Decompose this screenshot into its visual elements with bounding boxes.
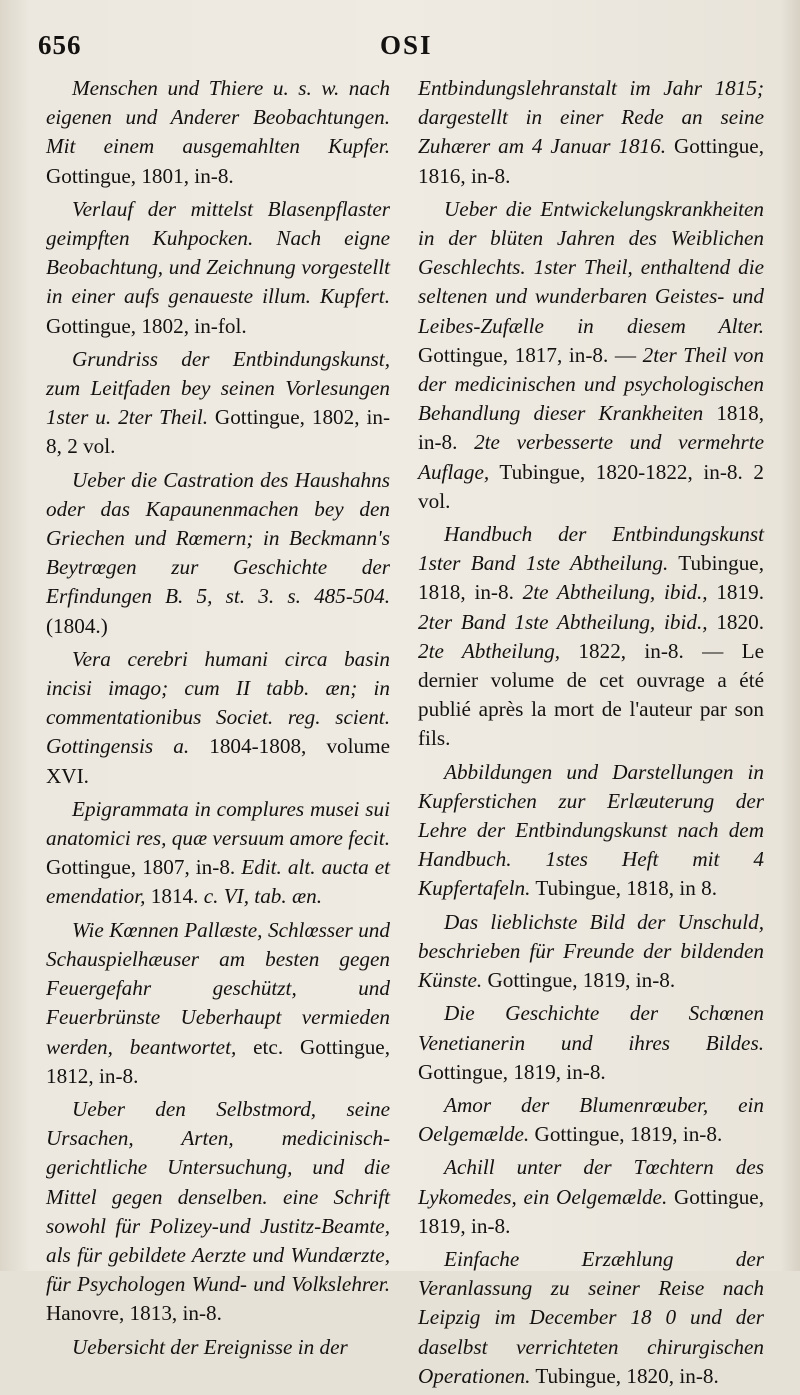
- running-head: OSI: [380, 30, 433, 60]
- right-column: [418, 74, 764, 1395]
- page-number: 656: [38, 30, 82, 60]
- entry-title: Epigrammata in complures musei sui anatomici res, quæ versuum amore fecit.: [46, 796, 390, 851]
- entry-title: Menschen und Thiere u. s. w. nach eigenen und Anderer Beobachtungen. Mit einem ausgemahlten Kupfer.: [46, 76, 390, 159]
- entry-title: Abbildungen und Darstellungen in Kupferstichen zur Erlæuterung der Lehre der Entbindungskunst nach dem Handbuch. 1stes Heft mit 4 Kupfertafeln.: [418, 759, 764, 901]
- entry-imprint: Gottingue, 1819, in-8.: [418, 1184, 764, 1238]
- entry-imprint: Gottingue, 1802, in-fol.: [46, 313, 247, 338]
- entry-imprint: 1820.: [707, 609, 764, 634]
- entry-imprint: (1804.): [46, 613, 108, 638]
- entry-title: Grundriss der Entbindungskunst, zum Leitfaden bey seinen Vorlesungen 1ster u. 2ter Theil.: [46, 346, 390, 430]
- entry-title: 2ter Theil von der medicinischen und psychologischen Behandlung dieser Krankheiten: [418, 342, 764, 426]
- left-column: [46, 74, 390, 1366]
- entry-title: Handbuch der Entbindungskunst 1ster Band 1ste Abtheilung.: [418, 522, 764, 576]
- entry-imprint: Gottingue, 1816, in-8.: [418, 134, 764, 188]
- bibliography-entry: [418, 908, 764, 996]
- bibliography-entry: [418, 1245, 764, 1391]
- entry-title: Wie Kœnnen Pallæste, Schlœsser und Schauspielhæuser am besten gegen Feuergefahr geschützt, und Feuerbrünste Ueberhaupt vermieden werden, beantwortet,: [46, 917, 390, 1059]
- bibliography-entry: [418, 758, 764, 904]
- bibliography-entry: [418, 1153, 764, 1241]
- bibliography-entry: [418, 195, 764, 516]
- entry-title: Entbindungslehranstalt im Jahr 1815; dargestellt in einer Rede an seine Zuhærer am 4 Januar 1816.: [418, 76, 764, 159]
- entry-title: Einfache Erzæhlung der Veranlassung zu seiner Reise nach Leipzig im December 18 0 und der daselbst verrichteten chirurgischen Operationen.: [418, 1246, 764, 1388]
- entry-title: Ueber die Castration des Haushahns oder das Kapaunenmachen bey den Griechen und Rœmern; in Beckmann's Beytrœgen zur Geschichte der Erfindungen B. 5, st. 3. s. 485-504.: [46, 467, 390, 609]
- entry-title: Uebersicht der Ereignisse in der: [72, 1334, 348, 1359]
- entry-title: 2te Abtheilung,: [418, 638, 561, 663]
- entry-title: Ueber den Selbstmord, seine Ursachen, Arten, medicinisch-gerichtliche Untersuchung, und die Mittel gegen denselben. eine Schrift sowohl für Polizey-und Justitz-Beamte, als für gebildete Aerzte und Wundærzte, für Psychologen Wund- und Volkslehrer.: [46, 1096, 390, 1297]
- entry-imprint: etc. Gottingue, 1812, in-8.: [46, 1034, 391, 1088]
- entry-imprint: Gottingue, 1819, in-8.: [418, 1059, 606, 1084]
- entry-title: Ueber die Entwickelungskrankheiten in der blüten Jahren des Weiblichen Geschlechts. 1ster Theil, enthaltend die seltenen und wunderbaren Geistes- und Leibes-Zufælle in diesem Alter.: [418, 196, 764, 338]
- bibliography-entry: [418, 999, 764, 1087]
- bibliography-entry: [46, 645, 390, 791]
- bibliography-entry: [46, 74, 390, 191]
- entry-imprint: Gottingue, 1817, in-8. —: [418, 342, 643, 367]
- entry-imprint: 1819.: [707, 580, 764, 605]
- bibliography-entry: [418, 1091, 764, 1149]
- entry-imprint: 1822, in-8. — Le dernier volume de cet ouvrage a été publié après la mort de l'auteur par son fils.: [418, 638, 764, 751]
- entry-imprint: Tubingue, 1818, in 8.: [530, 876, 718, 901]
- entry-imprint: Hanovre, 1813, in-8.: [46, 1301, 222, 1326]
- bibliography-entry: [46, 195, 390, 341]
- bibliography-entry: [46, 1333, 390, 1362]
- entry-title: 2te verbesserte und vermehrte Auflage,: [418, 430, 764, 484]
- bibliography-entry: [46, 345, 390, 462]
- entry-title: Vera cerebri humani circa basin incisi imago; cum II tabb. æn; in commentationibus Societ. reg. scient. Gottingensis a.: [46, 646, 390, 759]
- bibliography-entry: [46, 1095, 390, 1329]
- bibliography-entry: [46, 466, 390, 641]
- entry-title: Amor der Blumenrœuber, ein Oelgemælde.: [418, 1092, 764, 1147]
- entry-imprint: 1814.: [145, 884, 204, 909]
- page-header: [0, 30, 800, 64]
- entry-imprint: Tubingue, 1820, in-8.: [530, 1363, 719, 1388]
- entry-title: c. VI, tab. æn.: [203, 884, 322, 909]
- entry-title: Achill unter der Tœchtern des Lykomedes, ein Oelgemælde.: [418, 1155, 764, 1209]
- entry-title: 2ter Band 1ste Abtheilung, ibid.,: [418, 609, 708, 634]
- entry-imprint: Gottingue, 1819, in-8.: [482, 968, 676, 993]
- entry-imprint: Gottingue, 1807, in-8.: [46, 855, 242, 880]
- entry-imprint: Tubingue, 1820-1822, in-8. 2 vol.: [418, 459, 764, 513]
- entry-title: Die Geschichte der Schœnen Venetianerin und ihres Bildes.: [418, 1001, 764, 1055]
- bibliography-entry: [418, 520, 764, 754]
- entry-title: 2te Abtheilung, ibid.,: [522, 580, 708, 605]
- entry-imprint: Gottingue, 1819, in-8.: [529, 1122, 723, 1147]
- entry-imprint: 1804-1808, volume XVI.: [46, 734, 390, 788]
- entry-imprint: Tubingue, 1818, in-8.: [418, 551, 764, 605]
- entry-title: Verlauf der mittelst Blasenpflaster geimpften Kuhpocken. Nach eigne Beobachtung, und Zeichnung vorgestellt in einer aufs genaueste illum. Kupfert.: [46, 196, 390, 309]
- entry-imprint: Gottingue, 1802, in-8, 2 vol.: [46, 405, 390, 459]
- bibliography-entry: [418, 74, 764, 191]
- entry-imprint: 1818, in-8.: [418, 401, 764, 455]
- entry-imprint: Gottingue, 1801, in-8.: [46, 163, 234, 188]
- entry-title: Edit. alt. aucta et emendatior,: [46, 855, 390, 909]
- entry-title: Das lieblichste Bild der Unschuld, beschrieben für Freunde der bildenden Künste.: [418, 909, 764, 993]
- bibliography-entry: [46, 916, 390, 1091]
- bibliography-entry: [46, 795, 390, 912]
